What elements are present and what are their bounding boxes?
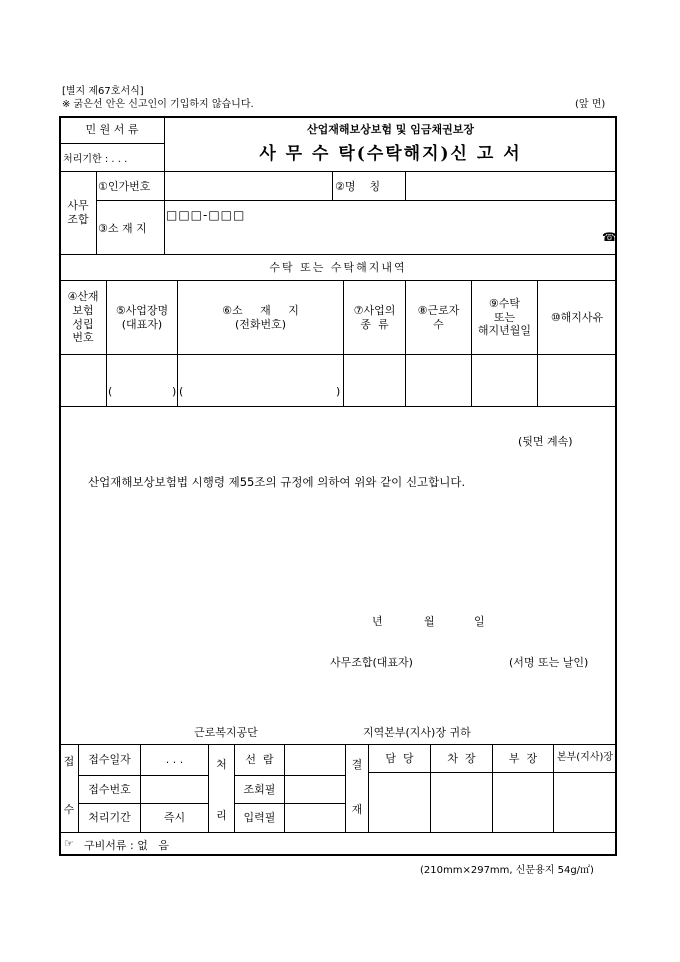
- phone-icon: ☎: [602, 230, 617, 244]
- selection-label: 선 람: [245, 753, 274, 767]
- permit-number-label: ①인가번호: [98, 180, 151, 193]
- paren-close: ): [172, 385, 177, 398]
- attachments-text: 구비서류 : 없 음: [84, 839, 169, 852]
- date-year: 년: [372, 615, 383, 628]
- org-name-label: ②명 칭: [335, 180, 381, 193]
- applicant-label: 사무조합(대표자): [330, 656, 413, 669]
- page-side-label: (앞 면): [575, 99, 606, 110]
- processing-period-value: 즉시: [163, 811, 186, 825]
- col-worker-count: ⑧근로자 수: [417, 303, 460, 331]
- table-row[interactable]: [60, 355, 616, 406]
- details-section-title: 수탁 또는 수탁해지내역: [269, 260, 407, 274]
- civil-doc-label: 민 원 서 류: [85, 123, 139, 137]
- pointer-icon: ☞: [64, 837, 74, 850]
- receipt-number-label: 접수번호: [88, 782, 131, 796]
- processing-period-label: 처리기한 : . . .: [63, 154, 128, 165]
- date-month: 월: [424, 615, 435, 628]
- paren-open: (: [179, 385, 184, 398]
- processing-period-label: 처리기간: [88, 811, 131, 825]
- postal-code-field[interactable]: □□□-□□□: [166, 208, 246, 222]
- input-label: 입력필: [243, 811, 276, 825]
- signature-label: (서명 또는 날인): [509, 656, 589, 669]
- process-label: 리: [216, 809, 227, 823]
- org-name-field[interactable]: [408, 173, 614, 199]
- org-label: 사무 조합: [67, 199, 89, 226]
- permit-number-field[interactable]: [166, 173, 330, 199]
- recipient-org: 근로복지공단: [194, 726, 258, 739]
- notice-text: ※ 굵은선 안은 신고인이 기입하지 않습니다.: [62, 99, 254, 110]
- approval-label: 재: [351, 803, 363, 817]
- form-subtitle: 산업재해보상보험 및 임금채권보장: [306, 123, 475, 137]
- approval-col-staff: 담 당: [385, 751, 414, 765]
- paren-close: ): [336, 385, 341, 398]
- recipient-office: 지역본부(지사)장 귀하: [363, 726, 471, 739]
- col-business-type: ⑦사업의 종 류: [353, 303, 396, 331]
- col-insurance-no: ④산재 보험 성립 번호: [67, 290, 99, 345]
- receipt-date-value: . . .: [165, 753, 184, 767]
- lookup-label: 조회필: [243, 782, 276, 796]
- col-termination-reason: ⑩해지사유: [550, 310, 604, 324]
- col-workplace-name: ⑤사업장명 (대표자): [115, 303, 169, 331]
- receipt-date-label: 접수일자: [88, 753, 131, 767]
- continued-note: (뒷면 계속): [518, 435, 573, 448]
- col-contract-date: ⑨수탁 또는 해지년월일: [477, 296, 532, 338]
- receipt-label: 수: [63, 803, 75, 817]
- statement-text: 산업재해보상보험법 시행령 제55조의 규정에 의하여 위와 같이 신고합니다.: [88, 475, 466, 489]
- process-label: 처: [216, 758, 227, 772]
- approval-col-head: 본부(지사)장: [556, 752, 614, 764]
- date-day: 일: [474, 615, 485, 628]
- approval-col-deputy: 차 장: [447, 751, 476, 765]
- form-title: 사 무 수 탁(수탁해지)신 고 서: [259, 144, 522, 165]
- address-label: ③소 재 지: [98, 221, 147, 235]
- form-number: [별지 제67호서식]: [62, 86, 144, 97]
- receipt-label: 접: [63, 755, 75, 769]
- col-location: ⑥소 재 지 (전화번호): [222, 303, 299, 331]
- approval-label: 결: [351, 758, 363, 772]
- approval-col-manager: 부 장: [508, 751, 538, 765]
- paren-open: (: [108, 385, 113, 398]
- paper-spec: (210mm×297mm, 신문용지 54g/㎡): [420, 865, 594, 876]
